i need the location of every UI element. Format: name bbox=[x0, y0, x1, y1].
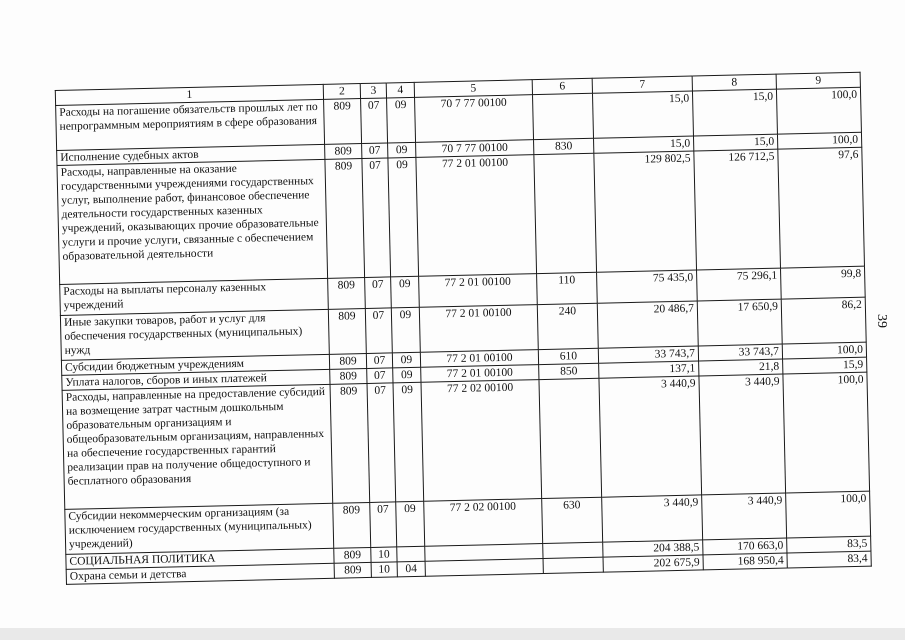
cell-section: 07 bbox=[365, 277, 392, 309]
row-name: Уплата налогов, сборов и иных платежей bbox=[62, 369, 330, 390]
cell-type bbox=[543, 557, 603, 573]
page-number: 39 bbox=[874, 314, 889, 328]
cell-percent: 97,6 bbox=[778, 147, 865, 268]
table-row bbox=[62, 372, 869, 509]
cell-target: 77 2 01 00100 bbox=[419, 274, 538, 308]
cell-percent: 83,5 bbox=[787, 536, 871, 553]
cell-target: 70 7 77 00100 bbox=[415, 95, 534, 143]
row-name: Субсидии некоммерческим организациям (за исключением государственных (муниципальных) учреждений) bbox=[65, 503, 334, 554]
cell-admin: 809 bbox=[330, 383, 370, 503]
cell-section: 07 bbox=[366, 353, 392, 369]
cell-type: 610 bbox=[538, 348, 598, 364]
cell-section: 07 bbox=[361, 98, 388, 144]
cell-target: 77 2 01 00100 bbox=[421, 365, 539, 383]
cell-type bbox=[539, 378, 602, 498]
cell-percent: 100,0 bbox=[786, 491, 871, 538]
col-header: 3 bbox=[360, 83, 386, 99]
cell-percent: 100,0 bbox=[783, 372, 870, 493]
cell-section: 07 bbox=[367, 368, 393, 384]
cell-actual: 3 440,9 bbox=[702, 493, 787, 540]
col-header: 4 bbox=[386, 82, 414, 98]
col-header: 1 bbox=[55, 84, 323, 105]
cell-plan: 202 675,9 bbox=[603, 555, 703, 572]
scan-edge bbox=[0, 628, 905, 640]
cell-plan: 75 435,0 bbox=[597, 270, 698, 303]
cell-subsection: 09 bbox=[387, 97, 416, 143]
cell-type: 630 bbox=[542, 497, 603, 543]
cell-admin: 809 bbox=[325, 159, 365, 279]
cell-plan: 3 440,9 bbox=[599, 376, 702, 497]
cell-subsection: 09 bbox=[393, 367, 421, 383]
col-header: 7 bbox=[592, 76, 692, 93]
cell-actual: 15,0 bbox=[692, 89, 777, 136]
cell-plan: 129 802,5 bbox=[594, 151, 697, 272]
cell-actual: 3 440,9 bbox=[699, 374, 786, 495]
cell-plan: 204 388,5 bbox=[603, 540, 703, 557]
cell-section: 07 bbox=[362, 143, 388, 159]
cell-actual: 15,0 bbox=[693, 134, 777, 151]
cell-admin: 809 bbox=[334, 547, 371, 563]
cell-type bbox=[534, 153, 597, 273]
cell-admin: 809 bbox=[324, 99, 362, 145]
row-name: Расходы, направленные на оказание государственными учреждениями государственных услуг, выполнение работ, финансовое обеспечение деятельности государственных казенных учреждений, оказывающих прочие образовательные услуги и прочие услуги, связанные с обеспечением образовательной деятельности bbox=[57, 159, 328, 284]
cell-subsection: 09 bbox=[388, 157, 419, 277]
cell-plan: 20 486,7 bbox=[597, 301, 698, 348]
cell-actual: 21,8 bbox=[699, 359, 783, 376]
row-name: Расходы на выплаты персоналу казенных учреждений bbox=[60, 278, 329, 315]
cell-admin: 809 bbox=[328, 309, 366, 355]
col-header: 5 bbox=[414, 80, 532, 98]
cell-plan: 137,1 bbox=[599, 361, 699, 378]
cell-actual: 168 950,4 bbox=[703, 553, 787, 570]
cell-plan: 33 743,7 bbox=[598, 346, 698, 363]
cell-section: 07 bbox=[365, 308, 392, 354]
cell-subsection bbox=[397, 546, 425, 562]
col-header: 8 bbox=[692, 74, 776, 91]
cell-percent: 100,0 bbox=[777, 132, 861, 149]
cell-type: 110 bbox=[537, 272, 598, 304]
cell-admin: 809 bbox=[325, 144, 362, 160]
cell-plan: 15,0 bbox=[594, 136, 694, 153]
cell-plan: 15,0 bbox=[592, 91, 693, 138]
row-name: Субсидии бюджетным учреждениям bbox=[61, 354, 329, 375]
cell-actual: 75 296,1 bbox=[697, 268, 782, 301]
cell-type: 240 bbox=[537, 303, 598, 349]
row-name: Иные закупки товаров, работ и услуг для обеспечения государственных (муниципальных) нужд bbox=[60, 309, 329, 360]
cell-admin: 809 bbox=[328, 278, 366, 310]
cell-type: 850 bbox=[539, 363, 599, 379]
cell-subsection: 09 bbox=[391, 307, 420, 353]
cell-subsection: 09 bbox=[392, 352, 420, 368]
row-name: Охрана семьи и детства bbox=[66, 563, 334, 584]
row-name: Расходы, направленные на предоставление субсидий на возмещение затрат частным дошкольным образовательным организациям и общеобразовательным организациям, направленных на обеспечение государственных гарантий реализации прав на получение общедоступного и бесплатного образования bbox=[62, 384, 333, 509]
table-row bbox=[57, 147, 864, 284]
cell-section: 10 bbox=[371, 562, 397, 578]
cell-admin: 809 bbox=[333, 502, 371, 548]
row-name: Исполнение судебных актов bbox=[57, 144, 325, 165]
cell-type bbox=[543, 542, 603, 558]
cell-subsection: 09 bbox=[388, 142, 416, 158]
cell-target: 77 2 02 00100 bbox=[424, 499, 543, 547]
cell-admin: 809 bbox=[334, 562, 371, 578]
cell-percent: 99,8 bbox=[781, 266, 866, 299]
cell-target: 77 2 01 00100 bbox=[419, 305, 538, 353]
cell-section: 10 bbox=[371, 547, 397, 563]
cell-type bbox=[533, 93, 594, 139]
cell-target: 77 2 01 00100 bbox=[420, 350, 538, 368]
cell-actual: 17 650,9 bbox=[697, 299, 782, 346]
col-header: 2 bbox=[323, 84, 360, 100]
row-name: СОЦИАЛЬНАЯ ПОЛИТИКА bbox=[66, 548, 334, 569]
budget-table bbox=[55, 72, 872, 585]
cell-subsection: 04 bbox=[397, 561, 425, 577]
cell-subsection: 09 bbox=[391, 276, 420, 308]
cell-admin: 809 bbox=[330, 368, 367, 384]
cell-target bbox=[425, 559, 543, 577]
cell-subsection: 09 bbox=[396, 501, 425, 547]
cell-percent: 100,0 bbox=[776, 87, 861, 134]
cell-actual: 126 712,5 bbox=[694, 149, 781, 270]
cell-subsection: 09 bbox=[393, 382, 424, 502]
cell-percent: 100,0 bbox=[782, 342, 866, 359]
cell-section: 07 bbox=[370, 502, 397, 548]
cell-section: 07 bbox=[362, 158, 391, 278]
cell-target: 77 2 02 00100 bbox=[421, 380, 542, 502]
col-header: 6 bbox=[532, 78, 592, 94]
cell-actual: 170 663,0 bbox=[703, 538, 787, 555]
cell-plan: 3 440,9 bbox=[602, 495, 703, 542]
cell-section: 07 bbox=[367, 383, 396, 503]
cell-percent: 86,2 bbox=[781, 297, 866, 344]
cell-target: 70 7 77 00100 bbox=[416, 140, 534, 158]
cell-percent: 83,4 bbox=[787, 551, 871, 568]
row-name: Расходы на погашение обязательств прошлых лет по непрограммным мероприятиям в сфере образования bbox=[56, 99, 325, 150]
col-header: 9 bbox=[776, 72, 860, 89]
cell-actual: 33 743,7 bbox=[698, 344, 782, 361]
cell-admin: 809 bbox=[329, 354, 366, 370]
cell-type: 830 bbox=[534, 138, 594, 154]
cell-percent: 15,9 bbox=[783, 357, 867, 374]
cell-target: 77 2 01 00100 bbox=[416, 155, 537, 277]
